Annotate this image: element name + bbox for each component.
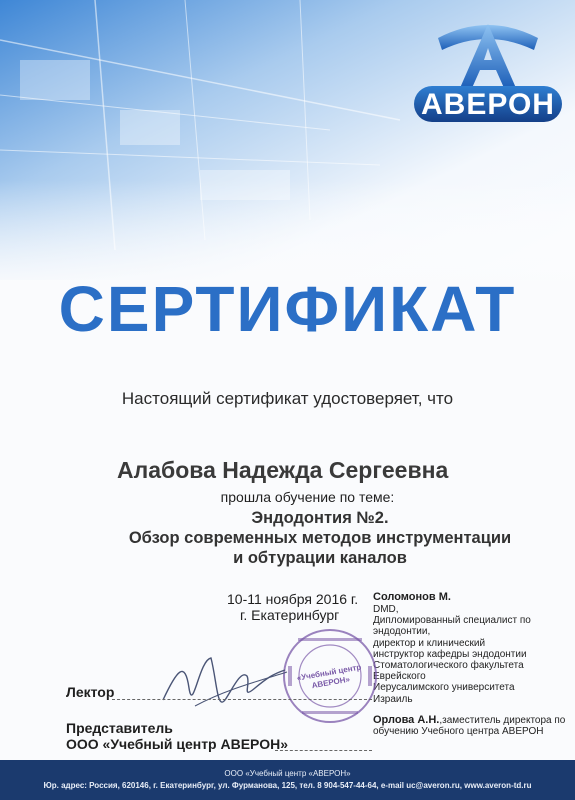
lecturer-signature <box>155 630 295 730</box>
footer-company: ООО «Учебный центр «АВЕРОН» <box>224 769 351 778</box>
lecturer-desc-line: Израиль <box>373 693 413 705</box>
lecturer-name: Соломонов М. <box>373 591 451 603</box>
lecturer-label: Лектор <box>66 684 115 700</box>
stamp-text: «Учебный центр АВЕРОН» <box>296 662 362 691</box>
recipient-name: Алабова Надежда Сергеевна <box>117 457 449 483</box>
topic-line: Обзор современных методов инструментации <box>128 529 512 547</box>
representative-name: Орлова А.Н. <box>373 714 440 726</box>
certificate-title: СЕРТИФИКАТ <box>58 273 517 345</box>
lecturer-desc-line: инструктор кафедры эндодонтии <box>373 648 527 660</box>
course-city: г. Екатеринбург <box>240 607 340 623</box>
studied-text: прошла обучение по теме: <box>220 489 395 505</box>
representative-position: ,заместитель директора по обучению Учебного центра АВЕРОН <box>373 715 566 737</box>
footer <box>0 760 575 800</box>
course-topic <box>60 508 575 568</box>
lecturer-description <box>373 604 573 705</box>
lecturer-desc-line: DMD, <box>373 604 399 615</box>
topic-line: и обтурации каналов <box>233 549 407 567</box>
lecturer-desc-line: эндодонтии, <box>373 626 431 638</box>
lecturer-desc-line: директор и клинический <box>373 637 486 649</box>
representative-label-line2: ООО «Учебный центр АВЕРОН» <box>66 736 288 752</box>
lecturer-signature-line <box>112 699 372 700</box>
logo-wordmark: АВЕРОН <box>421 88 555 121</box>
representative-details <box>373 715 573 737</box>
averon-logo <box>408 10 568 125</box>
footer-address: Юр. адрес: Россия, 620146, г. Екатеринбург, ул. Фурманова, 125, тел. 8 904-547-44-64, e-mail uc@averon.ru, www.averon-td.ru <box>43 781 532 790</box>
topic-line: Эндодонтия №2. <box>251 509 389 527</box>
lecturer-desc-line: Еврейского <box>373 671 426 683</box>
representative-label-line1: Представитель <box>66 720 173 736</box>
lecturer-desc-line: Дипломированный специалист по <box>373 615 531 627</box>
certificate-intro: Настоящий сертификат удостоверяет, что <box>121 389 454 408</box>
lecturer-desc-line: Иерусалимского университета <box>373 682 515 694</box>
representative-signature-line <box>275 750 372 751</box>
course-date: 10-11 ноября 2016 г. <box>227 591 359 607</box>
lecturer-desc-line: Стоматологического факультета <box>373 660 524 672</box>
